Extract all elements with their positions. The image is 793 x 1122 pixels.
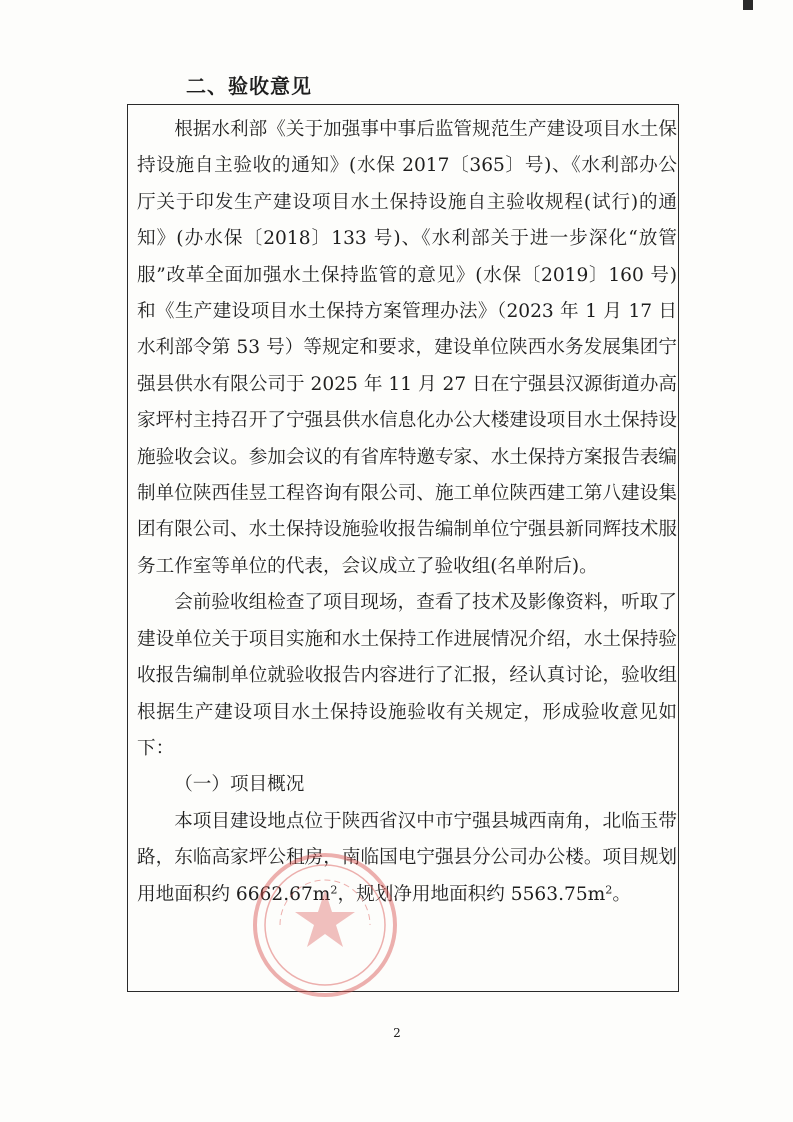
seal-stamp-icon (250, 850, 400, 1000)
page-number: 2 (393, 1026, 401, 1040)
overview-text-1: 本项目建设地点位于陕西省汉中市宁强县城西南角，北临玉带路，东临高家坪公租房，南临国电宁强县分公司办公楼。项目规划用地面积约 6662.67m (137, 810, 677, 905)
scan-corner-mark (743, 0, 753, 10)
overview-sup-2: 2 (605, 882, 613, 896)
overview-sup-1: 2 (330, 882, 338, 896)
overview-text-2: ，规划净用地面积约 5563.75m (337, 883, 606, 905)
content-body (137, 112, 677, 913)
subheading-overview: （一）项目概况 (174, 774, 305, 796)
overview-text-3: 。 (612, 883, 632, 905)
paragraph-overview (137, 804, 677, 913)
section-heading: 二、验收意见 (186, 74, 312, 98)
paragraph-basis: 根据水利部《关于加强事中事后监管规范生产建设项目水土保持设施自主验收的通知》(水保 2017〔365〕号)、《水利部办公厅关于印发生产建设项目水土保持设施自主验收规程(试行)的通知》(办水保〔2018〕133 号)、《水利部关于进一步深化“放管服”改革全面加强水土保持监管的意见》(水保〔2019〕160 号)和《生产建设项目水土保持方案管理办法》（2023 年 1 月 17 日水利部令第 53 号）等规定和要求，建设单位陕西水务发展集团宁强县供水有限公司于 2025 年 11 月 27 日在宁强县汉源街道办高家坪村主持召开了宁强县供水信息化办公大楼建设项目水土保持设施验收会议。参加会议的有省库特邀专家、水土保持方案报告表编制单位陕西佳昱工程咨询有限公司、施工单位陕西建工第八建设集团有限公司、水土保持设施验收报告编制单位宁强县新同辉技术服务工作室等单位的代表，会议成立了验收组(名单附后)。 (137, 119, 677, 577)
paragraph-review: 会前验收组检查了项目现场，查看了技术及影像资料，听取了建设单位关于项目实施和水土保持工作进展情况介绍，水土保持验收报告编制单位就验收报告内容进行了汇报，经认真讨论，验收组根据生产建设项目水土保持设施验收有关规定，形成验收意见如下： (137, 592, 677, 759)
